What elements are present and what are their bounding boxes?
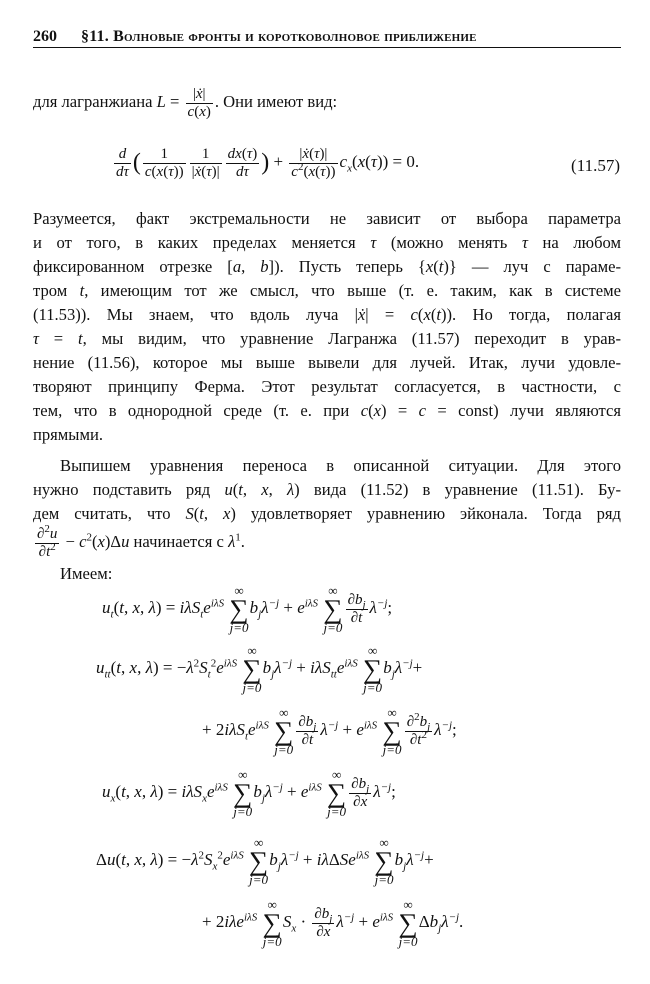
equation-11-57: $\frac{d}{d\tau}$ ( $\frac{1}{c(x(\tau))}$ $\frac{1}{\text{|ẋ(τ)|}}$ $\frac{dx(\tau)}{d\tau}$ ) + $\frac{\text{|ẋ(τ)|}}{c^2(x(\tau))}$ $c_x(x(\tau)) = 0$. (11.57) xyxy=(116,146,620,180)
paragraph-line: нужно подставить ряд u(t, x, λ) вида (11.52) в уравнение (11.51). Бу- xyxy=(33,480,621,499)
equation-number: (11.57) xyxy=(571,156,620,175)
paragraph-line: тром t, имеющим тот же смысл, что выше (т. е. таким, как в системе xyxy=(33,281,621,300)
paragraph-line: фиксированном отрезке [a, b]). Пусть теперь {x(t)} — луч с параме- xyxy=(33,257,622,276)
equation-u-t: $u_t(t$, x, $\lambda) = i\lambda S_te^{i\lambda S}$ ∞ ∑ j=0 $b_j\lambda^{-j} + e^{i\lambda S}$ ∞ ∑ j=0 $\frac{\partial b_j}{\partial t}$ $\lambda^{-j}$; xyxy=(102,583,393,636)
paragraph-line: дем считать, что S(t, x) удовлетворяет уравнению эйконала. Тогда ряд xyxy=(33,504,621,523)
paragraph-line: τ = t, мы видим, что уравнение Лагранжа (11.57) переходит в урав- xyxy=(33,329,621,348)
paragraph-line: (11.53)). Мы знаем, что вдоль луча |ẋ| = c(x(t)). Но тогда, полагая xyxy=(33,305,621,324)
paragraph-line: нение (11.56), которое мы выше вывели для лучей. Итак, лучи удовле- xyxy=(33,353,621,372)
paragraph-line: тем, что в однородной среде (т. е. при c(x) = c = const) лучи являются xyxy=(33,401,622,420)
paragraph-line: Разумеется, факт экстремальности не зависит от выбора параметра xyxy=(33,209,621,228)
paragraph-line: $\frac{\partial^2u}{\partial t^2}$ − $c^2(x)\Delta u$ начинается с $\lambda^1$. xyxy=(37,523,245,560)
page-number: 260 xyxy=(33,28,57,45)
have-label: Имеем: xyxy=(60,564,113,583)
paragraph-line: Выпишем уравнения переноса в описанной ситуации. Для этого xyxy=(60,456,621,475)
equation-laplace-u: Δu(t, x, $\lambda) = -\lambda^2S_x^2e^{i\lambda S}$ ∞ ∑ j=0 $b_j\lambda^{-j} + i\lambda\Delta Se^{i\lambda S}$ ∞ ∑ j=0 $b_j\lambda^{-j}+$ xyxy=(96,835,434,888)
equation-u-tt: $u_{tt}(t$, x, $\lambda) = -\lambda^2S_t^2e^{i\lambda S}$ ∞ ∑ j=0 $b_j\lambda^{-j} + i\lambda S_{tt}e^{i\lambda S}$ ∞ ∑ j=0 $b_j\lambda^{-j}+$ xyxy=(96,643,423,696)
paragraph-line: прямыми. xyxy=(33,425,103,444)
equation-u-x: $u_x(t$, x, $\lambda) = i\lambda S_xe^{i\lambda S}$ ∞ ∑ j=0 $b_j\lambda^{-j} + e^{i\lambda S}$ ∞ ∑ j=0 $\frac{\partial b_j}{\partial x}$ $\lambda^{-j}$; xyxy=(102,767,396,820)
equation-u-tt-continued: + $2i\lambda S_te^{i\lambda S}$ ∞ ∑ j=0 $\frac{\partial b_j}{\partial t}$ $\lambda^{-j} + e^{i\lambda S}$ ∞ ∑ j=0 $\frac{\partial^2b_j}{\partial t^2}$ $\lambda^{-j}$; xyxy=(202,705,457,758)
paragraph-line: и от того, в каких пределах меняется τ (можно менять τ на любом xyxy=(33,233,622,252)
intro-line: для лагранжиана L = $\frac{\text{|ẋ|}}{c(x)}$ . Они имеют вид: xyxy=(33,86,338,120)
paragraph-line: творяют принципу Ферма. Этот результат согласуется, в частности, с xyxy=(33,377,621,396)
equation-laplace-u-continued: + 2iλe$^{i\lambda S}$ ∞ ∑ j=0 $S_x$ · $\frac{\partial b_j}{\partial x}$ $\lambda^{-j} + e^{i\lambda S}$ ∞ ∑ j=0 $\Delta b_j\lambda^{-j}$. xyxy=(202,897,464,950)
section-title: §11. Волновые фронты и коротковолновое приближение xyxy=(81,28,477,45)
running-header xyxy=(33,27,621,48)
